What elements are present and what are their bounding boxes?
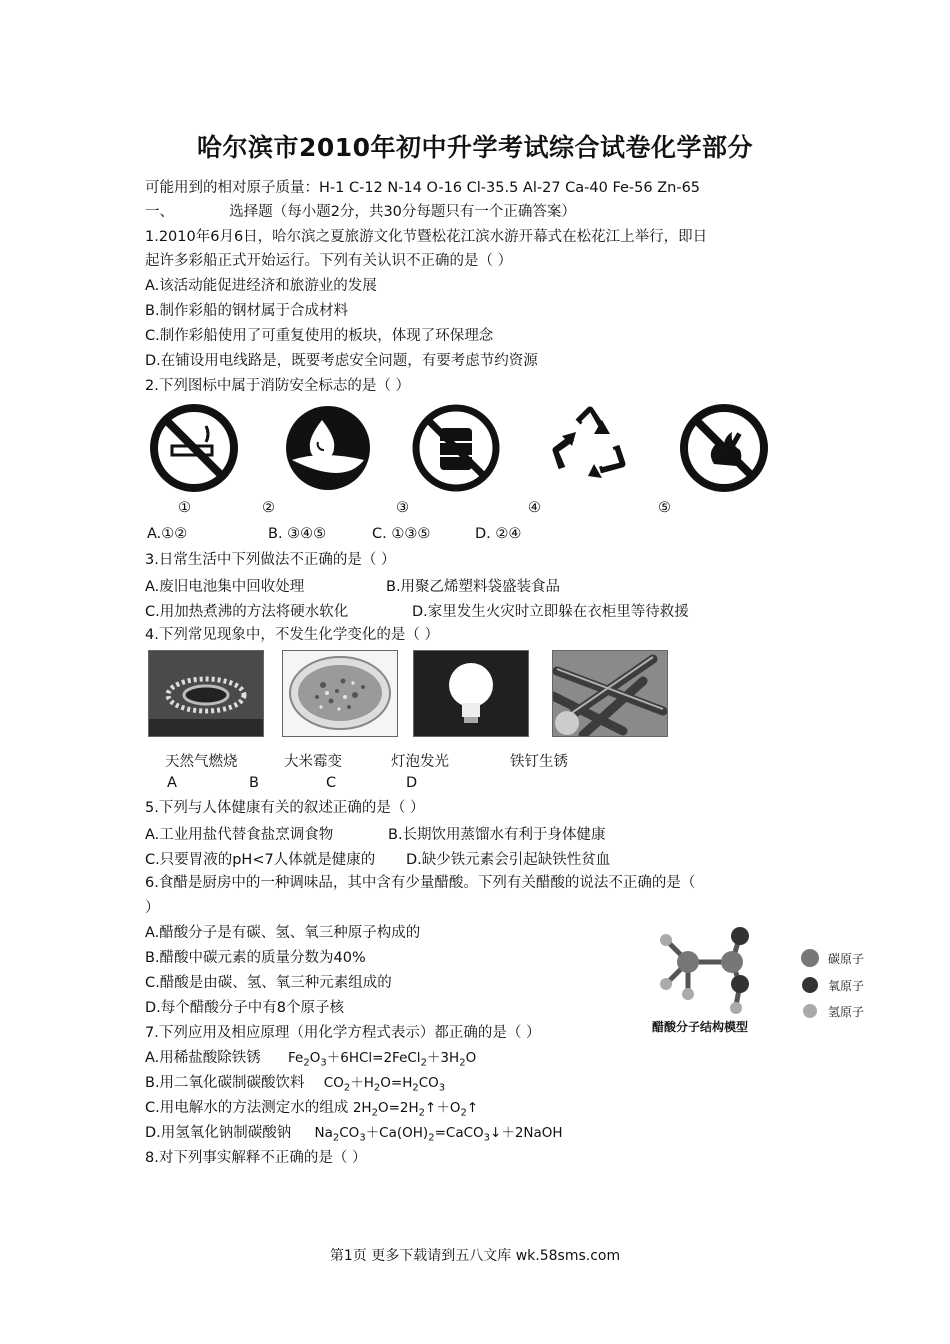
water-saving-icon <box>282 402 374 494</box>
q2-option-a: A.①② <box>147 526 188 542</box>
q5-option-a: A.工业用盐代替食盐烹调食物 <box>145 827 334 843</box>
q4-letter-b: B <box>249 775 259 791</box>
q5-option-b: B.长期饮用蒸馏水有利于身体健康 <box>388 827 606 843</box>
q2-option-c: C. ①③⑤ <box>372 526 431 542</box>
gas-burner-photo <box>148 650 264 737</box>
q6-option-d: D.每个醋酸分子中有8个原子核 <box>145 1000 344 1016</box>
q5-stem: 5.下列与人体健康有关的叙述正确的是（ ） <box>145 800 425 816</box>
acetic-acid-model <box>640 918 880 1038</box>
q7-option-c-text: C.用电解水的方法测定水的组成 <box>145 1100 349 1116</box>
moldy-rice-photo <box>282 650 398 737</box>
page-footer: 第1页 更多下载请到五八文库 wk.58sms.com <box>329 1248 621 1264</box>
q1-option-b: B.制作彩船的钢材属于合成材料 <box>145 303 349 319</box>
rusty-nails-photo <box>552 650 668 737</box>
q2-label-4: ④ <box>528 500 541 516</box>
q6-option-a: A.醋酸分子是有碳、氢、氧三种原子构成的 <box>145 925 421 941</box>
q1-stem-line1: 1.2010年6月6日，哈尔滨之夏旅游文化节暨松花江滨水游开幕式在松花江上举行，即日 <box>145 229 708 245</box>
q4-caption-b: 大米霉变 <box>284 754 342 770</box>
section-number: 一、 <box>145 204 174 220</box>
q2-label-1: ① <box>178 500 191 516</box>
q2-label-2: ② <box>262 500 275 516</box>
q7-option-c <box>145 1098 478 1124</box>
q2-option-b: B. ③④⑤ <box>268 526 327 542</box>
q8-stem: 8.对下列事实解释不正确的是（ ） <box>145 1150 367 1166</box>
q7-option-a <box>145 1048 476 1074</box>
q4-stem: 4.下列常见现象中，不发生化学变化的是（ ） <box>145 627 439 643</box>
q1-option-a: A.该活动能促进经济和旅游业的发展 <box>145 278 377 294</box>
q1-stem-line2: 起许多彩船正式开始运行。下列有关认识不正确的是（ ） <box>145 253 513 269</box>
q7-option-d-text: D.用氢氧化钠制碳酸钠 <box>145 1125 292 1141</box>
atomic-masses: 可能用到的相对原子质量：H-1 C-12 N-14 O-16 Cl-35.5 Al-27 Ca-40 Fe-56 Zn-65 <box>145 180 701 196</box>
q2-label-5: ⑤ <box>658 500 671 516</box>
q7-option-d-equation: $Na_2CO_3+Ca(OH)_2=CaCO_3↓+2NaOH$ <box>314 1125 563 1144</box>
section-heading <box>145 202 576 222</box>
q3-option-a: A.废旧电池集中回收处理 <box>145 579 305 595</box>
q6-option-c: C.醋酸是由碳、氢、氧三种元素组成的 <box>145 975 392 991</box>
q2-option-d: D. ②④ <box>475 526 522 542</box>
q3-option-d: D.家里发生火灾时立即躲在衣柜里等待救援 <box>412 604 689 620</box>
light-bulb-photo <box>413 650 529 737</box>
q4-letter-a: A <box>167 775 177 791</box>
q4-letter-c: C <box>326 775 337 791</box>
q1-option-d: D.在铺设用电线路是，既要考虑安全问题，有要考虑节约资源 <box>145 353 538 369</box>
q2-stem: 2.下列图标中属于消防安全标志的是（ ） <box>145 378 410 394</box>
section-text: 选择题（每小题2分，共30分每题只有一个正确答案） <box>229 204 576 220</box>
q6-option-b: B.醋酸中碳元素的质量分数为40% <box>145 950 366 966</box>
q3-stem: 3.日常生活中下列做法不正确的是（ ） <box>145 552 396 568</box>
q3-option-c: C.用加热煮沸的方法将硬水软化 <box>145 604 349 620</box>
no-fire-icon <box>678 402 770 494</box>
q7-option-d <box>145 1123 563 1149</box>
q5-option-d: D.缺少铁元素会引起缺铁性贫血 <box>406 852 611 868</box>
q1-option-c: C.制作彩船使用了可重复使用的板块，体现了环保理念 <box>145 328 494 344</box>
q7-option-b <box>145 1073 445 1099</box>
q2-label-3: ③ <box>396 500 409 516</box>
q6-stem-line2: ） <box>145 900 160 916</box>
q7-stem: 7.下列应用及相应原理（用化学方程式表示）都正确的是（ ） <box>145 1025 541 1041</box>
q4-caption-d: 铁钉生锈 <box>510 754 568 770</box>
no-smoking-icon <box>148 402 240 494</box>
model-caption: 醋酸分子结构模型 <box>652 1020 749 1034</box>
recycle-icon <box>544 402 636 494</box>
q7-option-c-equation: $2H_2O=2H_2↑+O_2↑$ <box>352 1100 479 1119</box>
q4-letter-d: D <box>406 775 418 791</box>
q4-caption-a: 天然气燃烧 <box>165 754 238 770</box>
q7-option-b-text: B.用二氧化碳制碳酸饮料 <box>145 1075 305 1091</box>
q7-option-a-text: A.用稀盐酸除铁锈 <box>145 1050 261 1066</box>
q4-caption-c: 灯泡发光 <box>391 754 449 770</box>
legend-hydrogen-label: 氢原子 <box>828 1005 865 1019</box>
q6-stem-line1: 6.食醋是厨房中的一种调味品，其中含有少量醋酸。下列有关醋酸的说法不正确的是（ <box>145 875 696 891</box>
exam-title: 哈尔滨市2010年初中升学考试综合试卷化学部分 <box>196 133 754 162</box>
legend-carbon-label: 碳原子 <box>828 952 865 966</box>
q7-option-a-equation: $Fe_2O_3+6HCl=2FeCl_2+3H_2O$ <box>288 1050 477 1069</box>
legend-oxygen-label: 氧原子 <box>828 979 865 993</box>
q7-option-b-equation: $CO_2+H_2O=H_2CO_3$ <box>323 1075 446 1094</box>
no-oil-barrel-icon <box>410 402 502 494</box>
q5-option-c: C.只要胃液的pH<7人体就是健康的 <box>145 852 376 868</box>
q3-option-b: B.用聚乙烯塑料袋盛装食品 <box>386 579 561 595</box>
